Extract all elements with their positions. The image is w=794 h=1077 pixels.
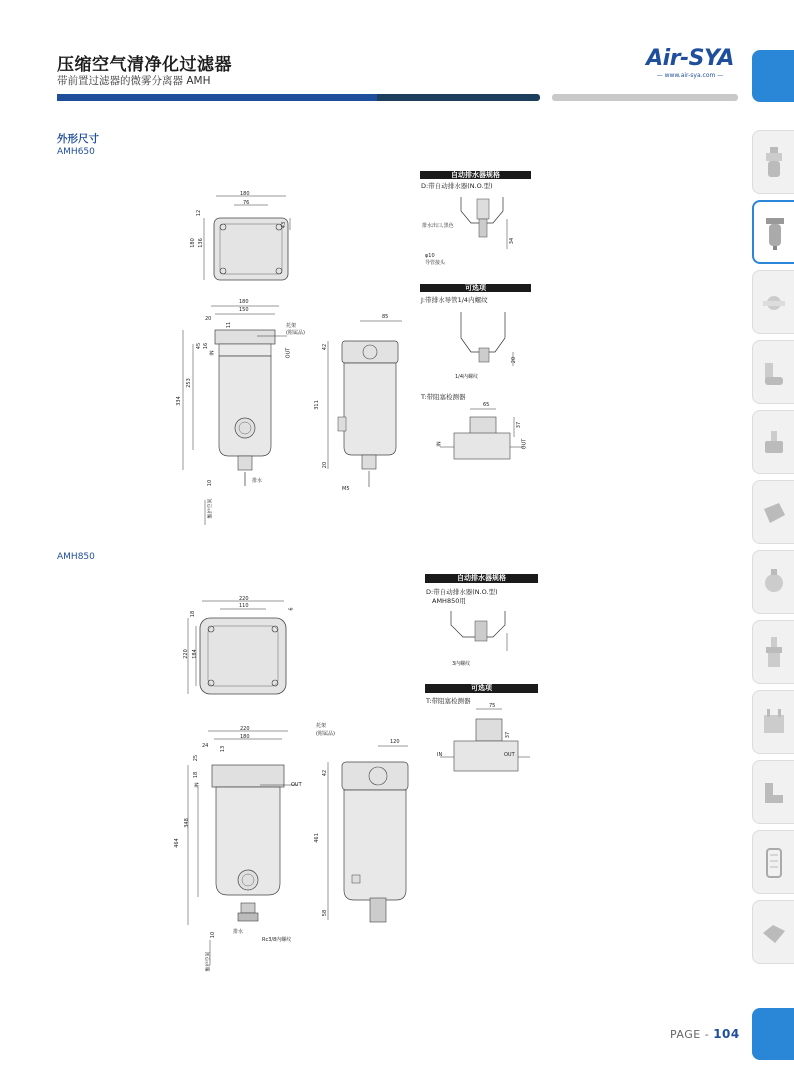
maintenance-space: 维护空间 [207, 498, 214, 519]
valve-icon [761, 425, 787, 461]
drain-label: 排水 [252, 478, 263, 484]
dim-11: 11 [226, 321, 233, 329]
header-bar-grey [552, 94, 738, 101]
mist-separator-icon [762, 216, 788, 252]
dim-side-42: 42 [322, 343, 329, 351]
side-tab-elbow[interactable] [752, 760, 794, 824]
page-label: PAGE - [670, 1028, 714, 1041]
dim-side-20: 20 [322, 461, 329, 469]
dim-850-24: 24 [202, 743, 209, 749]
drain-spec-850-2: AMH850用 [432, 597, 466, 605]
page-number [670, 1027, 740, 1041]
side-tab-regulator[interactable] [752, 270, 794, 334]
dim-16: 16 [203, 342, 210, 350]
dim-850-25: 25 [193, 754, 200, 762]
header-bar-blue [57, 94, 377, 101]
dim-850-front-220: 220 [240, 726, 250, 732]
amh850-top-view [180, 598, 305, 698]
side-tab-cylinder[interactable] [752, 690, 794, 754]
amh650-side-view [320, 315, 410, 495]
option-j-dim: 20 [511, 356, 518, 364]
model-amh650: AMH650 [57, 147, 95, 157]
option-t-dim-37: 37 [516, 421, 523, 429]
dim-850-h184: 184 [191, 649, 198, 659]
dim-464: 464 [173, 838, 180, 848]
dim-850-side-42: 42 [322, 769, 329, 777]
dim-12: 12 [196, 209, 203, 217]
page-number-value: 104 [713, 1027, 740, 1041]
amh650-drain-drawing [455, 193, 525, 263]
drain-dim-34: 34 [509, 237, 516, 245]
dim-850-18: 18 [190, 610, 197, 618]
side-tab-dryer[interactable] [752, 340, 794, 404]
drain-tube-label: φ10 [425, 253, 435, 259]
dim-85: 85 [382, 314, 389, 320]
side-tab-element[interactable] [752, 830, 794, 894]
dim-850-front-180: 180 [240, 734, 250, 740]
option-t-850-75: 75 [489, 703, 496, 709]
side-tab-valve[interactable] [752, 410, 794, 474]
dim-850-h220: 220 [182, 649, 189, 659]
option-t-850-in: IN [437, 752, 443, 758]
option-t-dim-65: 65 [483, 402, 490, 408]
dim-850-13: 13 [220, 745, 227, 753]
element-icon [761, 845, 787, 881]
amh850-drain-drawing [445, 607, 520, 667]
cylinder-icon [761, 705, 787, 741]
dim-43: 43 [281, 221, 288, 229]
mount-850-label-2: (附属品) [316, 731, 335, 737]
side-tab-filter[interactable] [752, 130, 794, 194]
dim-10: 10 [207, 479, 214, 487]
dim-850-120: 120 [390, 739, 400, 745]
drain-850-label: 排水 [233, 929, 244, 935]
amh850-front-view [180, 725, 315, 965]
mount-850-label: 托架 [316, 723, 327, 729]
filter-icon [761, 145, 787, 181]
label-850-out: OUT [291, 782, 302, 788]
option-j-thread: 1/4内螺纹 [455, 374, 479, 380]
option-header-850: 可选项 [425, 684, 538, 693]
dim-45: 45 [196, 342, 203, 350]
drain-outlet-label: 排水出口,黑色 [422, 223, 454, 229]
drain-850-thread: 3内螺纹 [452, 661, 471, 667]
page-subtitle: 带前置过滤器的微雾分离器 AMH [57, 75, 211, 87]
chapter-tab-bottom[interactable] [752, 1008, 794, 1060]
dim-850-220: 220 [239, 596, 249, 602]
side-tab-lubricator[interactable] [752, 620, 794, 684]
option-t-out: OUT [521, 438, 528, 450]
section-title: 外形尺寸 [57, 133, 99, 145]
option-t-850-37: 37 [505, 731, 512, 739]
dim-front-180: 180 [239, 299, 249, 305]
dim-76: 76 [243, 200, 250, 206]
dim-850-10: 10 [210, 931, 217, 939]
header-bar-dark [377, 94, 540, 101]
brand-logo [640, 46, 740, 79]
fitting-icon [761, 495, 787, 531]
dim-850-6: 6 [288, 607, 295, 611]
thread-850-label: Rc3/8内螺纹 [262, 937, 292, 943]
side-tab-fitting[interactable] [752, 480, 794, 544]
coupler-icon [761, 915, 787, 951]
dim-850-110: 110 [239, 603, 249, 609]
drain-spec-850: D:带自动排水器(N.O.型) [426, 588, 498, 596]
amh850-side-view [320, 740, 420, 940]
mount-label-2: (附属品) [286, 330, 305, 336]
side-tab-coupler[interactable] [752, 900, 794, 964]
dim-850-18b: 18 [193, 771, 200, 779]
regulator-icon [761, 285, 787, 321]
pump-icon [761, 565, 787, 601]
drain-spec-650: D:带自动排水器(N.O.型) [421, 182, 493, 190]
amh650-option-j-drawing [455, 308, 525, 378]
dim-311: 311 [313, 400, 320, 410]
dim-348: 348 [183, 818, 190, 828]
label-850-in: IN [194, 782, 201, 788]
chapter-tab-top[interactable] [752, 50, 794, 102]
drain-spec-header-650: 自动排水器规格 [420, 171, 531, 179]
side-tab-mist-separator[interactable] [752, 200, 794, 264]
option-header-650: 可选项 [420, 284, 531, 292]
dim-180: 180 [240, 191, 250, 197]
label-in: IN [209, 350, 216, 356]
dim-front-150: 150 [239, 307, 249, 313]
dim-h136: 136 [197, 238, 204, 248]
dryer-icon [761, 355, 787, 391]
option-t-850-out: OUT [504, 752, 515, 758]
label-out: OUT [285, 347, 292, 359]
dim-253: 253 [185, 378, 192, 388]
elbow-icon [761, 775, 787, 811]
drain-tube-conn-label: 导管接头 [425, 260, 446, 266]
model-amh850: AMH850 [57, 552, 95, 562]
option-t-650: T:带阻塞检测器 [421, 393, 466, 401]
mount-label: 托架 [286, 323, 297, 329]
dim-461: 461 [313, 833, 320, 843]
label-m5: M5 [342, 486, 350, 492]
dim-20: 20 [205, 316, 212, 322]
dim-h180: 180 [189, 238, 196, 248]
option-t-in: IN [436, 441, 443, 447]
amh650-option-t-drawing [440, 405, 530, 465]
dim-850-58: 58 [322, 909, 329, 917]
drain-spec-header-850: 自动排水器规格 [425, 574, 538, 583]
logo-url: — www.air-sya.com — [656, 72, 724, 79]
side-tab-pump[interactable] [752, 550, 794, 614]
dim-334: 334 [175, 396, 182, 406]
maintenance-space-850: 维护空间 [205, 951, 212, 972]
logo-text: Air-SYA [646, 46, 734, 71]
option-t-850: T:带阻塞检测器 [426, 697, 471, 705]
page-title: 压缩空气清净化过滤器 [57, 55, 232, 75]
option-j-650: J:带排水导管1/4内螺纹 [421, 296, 488, 304]
amh850-option-t-drawing [440, 705, 530, 775]
lubricator-icon [761, 635, 787, 671]
